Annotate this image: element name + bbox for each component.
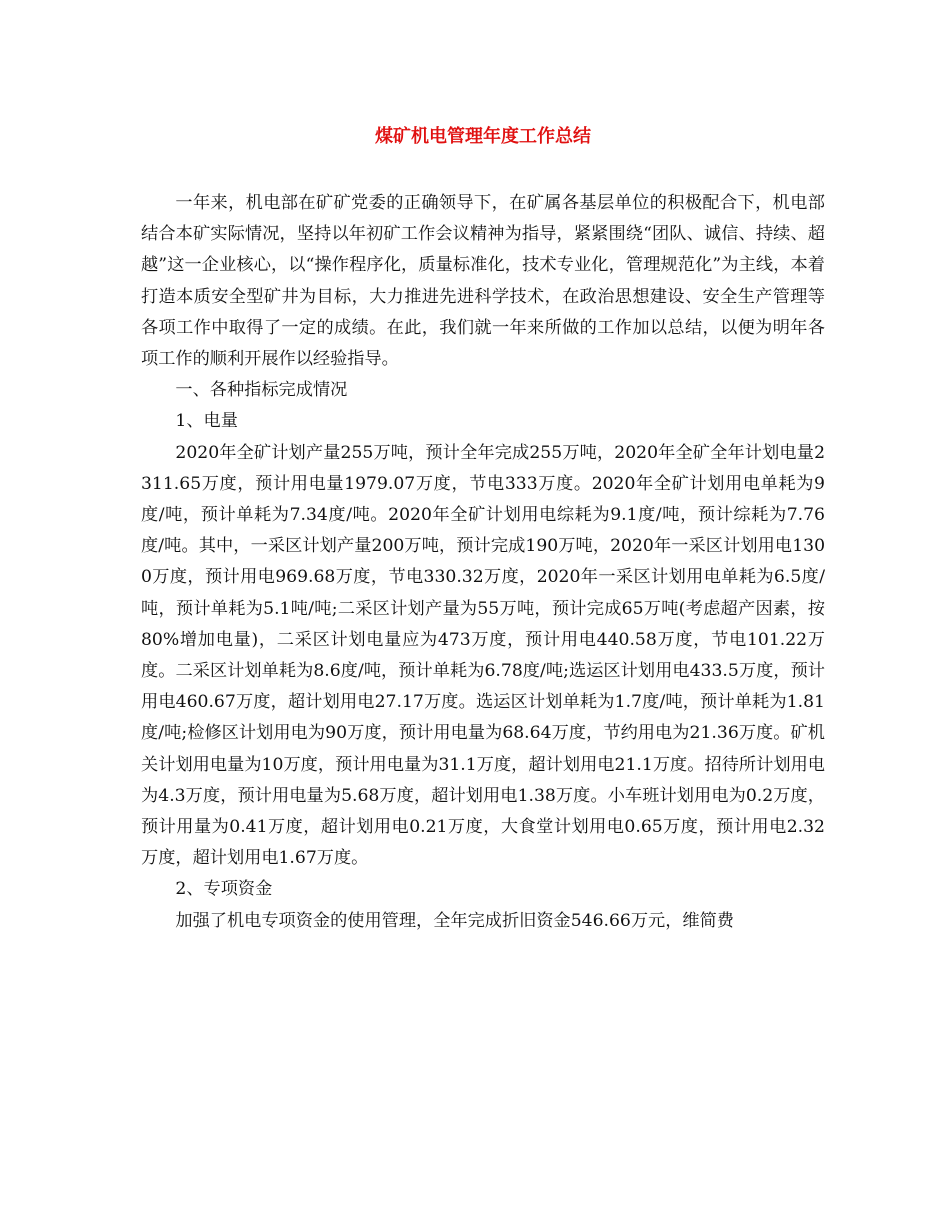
document-title: 煤矿机电管理年度工作总结	[375, 126, 591, 147]
section-heading-indicators: 一、各种指标完成情况	[175, 380, 348, 401]
paragraph-intro: 一年来，机电部在矿矿党委的正确领导下，在矿属各基层单位的积极配合下，机电部结合本矿实际情况，坚持以年初矿工作会议精神为指导，紧紧围绕“团队、诚信、持续、超越”这一企业核心，以“操作程序化，质量标准化，技术专业化，管理规范化”为主线，本着打造本质安全型矿井为目标，大力推进先进科学技术，在政治思想建设、安全生产管理等各项工作中取得了一定的成绩。在此，我们就一年来所做的工作加以总结，以便为明年各项工作的顺利开展作以经验指导。	[141, 193, 825, 370]
subheading-electricity: 1、电量	[175, 411, 238, 432]
document-body	[141, 188, 825, 937]
paragraph-special-funds: 加强了机电专项资金的使用管理，全年完成折旧资金546.66万元，维简费	[175, 910, 734, 931]
subheading-special-funds: 2、专项资金	[175, 879, 273, 900]
paragraph-electricity: 2020年全矿计划产量255万吨，预计全年完成255万吨，2020年全矿全年计划电量2311.65万度，预计用电量1979.07万度，节电333万度。2020年全矿计划用电单耗为9度/吨，预计单耗为7.34度/吨。2020年全矿计划用电综耗为9.1度/吨，预计综耗为7.76度/吨。其中，一采区计划产量200万吨，预计完成190万吨，2020年一采区计划用电1300万度，预计用电969.68万度，节电330.32万度，2020年一采区计划用电单耗为6.5度/吨，预计单耗为5.1吨/吨;二采区计划产量为55万吨，预计完成65万吨(考虑超产因素，按80%增加电量)，二采区计划电量应为473万度，预计用电440.58万度，节电101.22万度。二采区计划单耗为8.6度/吨，预计单耗为6.78度/吨;选运区计划用电433.5万度，预计用电460.67万度，超计划用电27.17万度。选运区计划单耗为1.7度/吨，预计单耗为1.81度/吨;检修区计划用电为90万度，预计用电量为68.64万度，节约用电为21.36万度。矿机关计划用电量为10万度，预计用电量为31.1万度，超计划用电21.1万度。招待所计划用电为4.3万度，预计用电量为5.68万度，超计划用电1.38万度。小车班计划用电为0.2万度，预计用量为0.41万度，超计划用电0.21万度，大食堂计划用电0.65万度，预计用电2.32万度，超计划用电1.67万度。	[141, 442, 825, 869]
